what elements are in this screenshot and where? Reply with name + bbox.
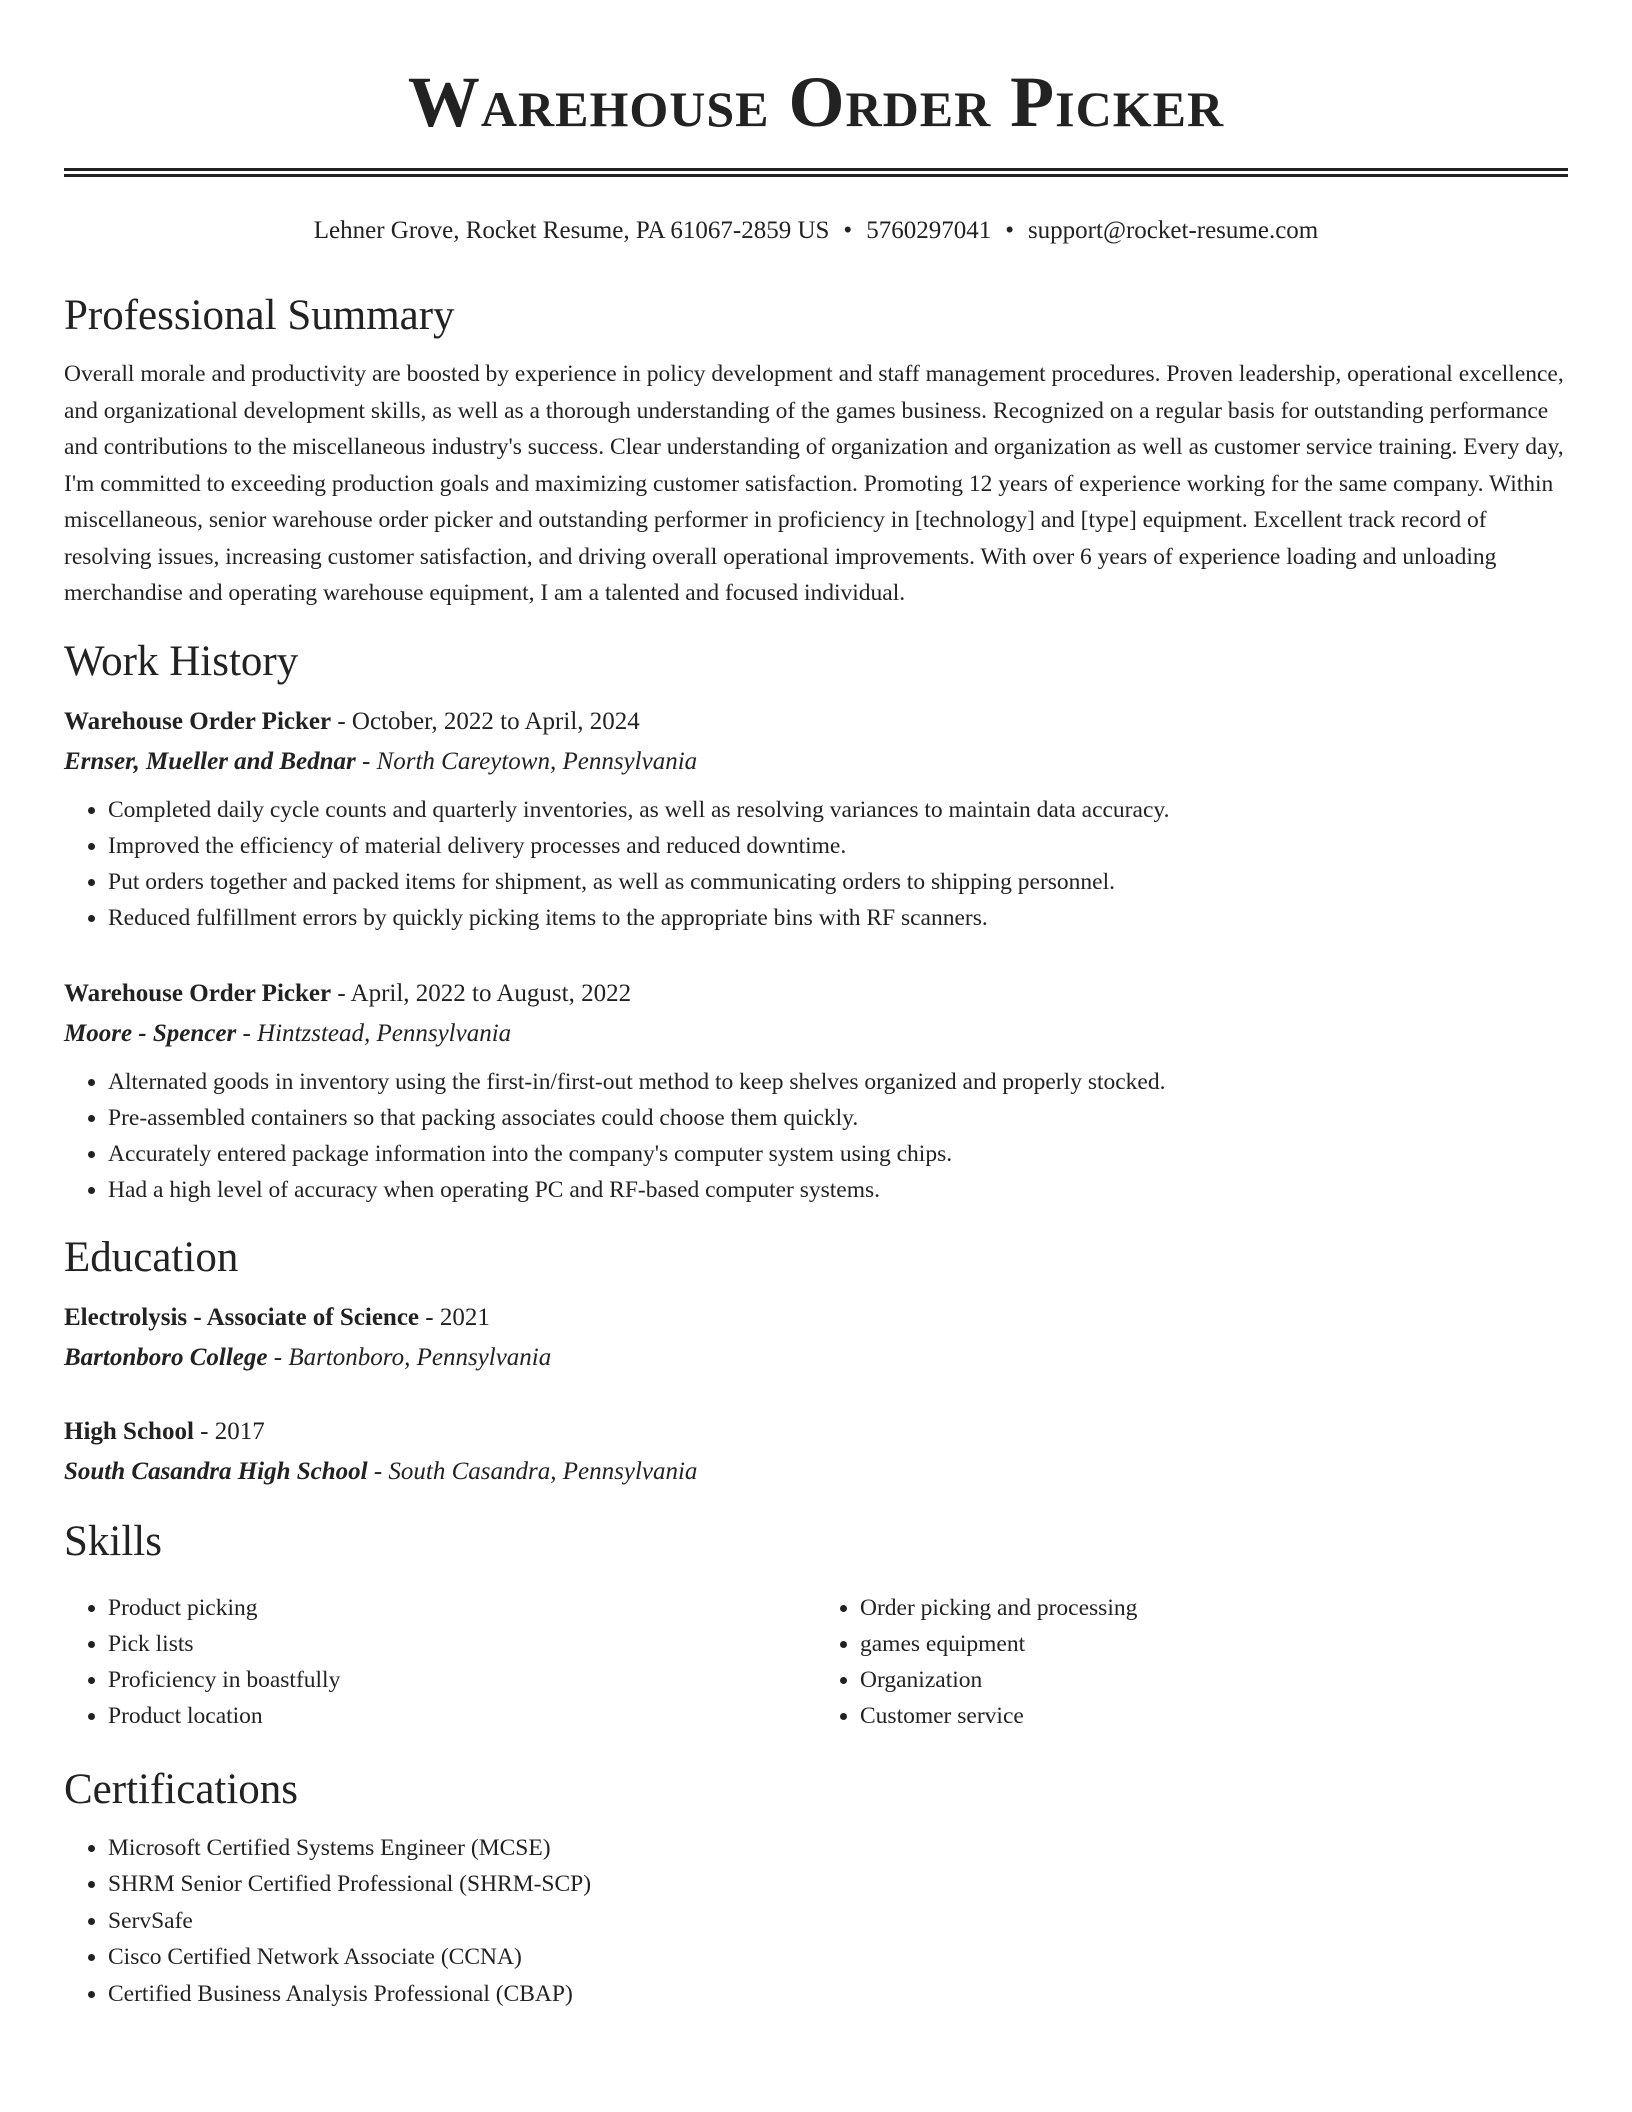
skills-list-right bbox=[816, 1590, 1568, 1734]
skill-item: • Product location bbox=[108, 1698, 816, 1734]
job-bullet: • Alternated goods in inventory using the first-in/first-out method to keep shelves organized and properly stocked. bbox=[108, 1064, 1568, 1100]
job-entry bbox=[64, 702, 1568, 936]
job-bullet: • Reduced fulfillment errors by quickly picking items to the appropriate bins with RF scanners. bbox=[108, 900, 1568, 936]
work-history-section bbox=[64, 634, 1568, 1208]
contact-separator: • bbox=[1005, 217, 1014, 244]
summary-section bbox=[64, 288, 1568, 612]
skills-heading: Skills bbox=[64, 1517, 162, 1565]
job-title-line bbox=[64, 702, 1568, 742]
certifications-list bbox=[64, 1830, 1568, 2013]
certification-item: • SHRM Senior Certified Professional (SHRM-SCP) bbox=[108, 1866, 1568, 1903]
education-school-line bbox=[64, 1338, 1568, 1378]
resume-name-title: Warehouse Order Picker bbox=[407, 62, 1225, 142]
job-bullet: • Put orders together and packed items for shipment, as well as communicating orders to shipping personnel. bbox=[108, 864, 1568, 900]
header-double-rule bbox=[64, 168, 1568, 177]
education-degree: Electrolysis - Associate of Science bbox=[64, 1303, 420, 1331]
job-bullet: • Accurately entered package information into the company's computer system using chips. bbox=[108, 1136, 1568, 1172]
certifications-section bbox=[64, 1762, 1568, 2013]
job-location: - North Careytown, Pennsylvania bbox=[355, 747, 698, 775]
summary-heading: Professional Summary bbox=[64, 292, 455, 339]
skill-item: • Organization bbox=[860, 1662, 1568, 1698]
skill-item: • Customer service bbox=[860, 1698, 1568, 1734]
contact-address: Lehner Grove, Rocket Resume, PA 61067-2859 US bbox=[313, 217, 830, 244]
education-location: - South Casandra, Pennsylvania bbox=[367, 1457, 698, 1485]
certification-item: • ServSafe bbox=[108, 1903, 1568, 1940]
certification-item: • Cisco Certified Network Associate (CCNA) bbox=[108, 1939, 1568, 1976]
education-heading: Education bbox=[64, 1233, 239, 1281]
education-year: - 2017 bbox=[193, 1417, 265, 1445]
job-location: - Hintzstead, Pennsylvania bbox=[236, 1019, 512, 1047]
job-company: Ernser, Mueller and Bednar bbox=[64, 747, 356, 775]
skills-grid bbox=[64, 1582, 1568, 1762]
education-school: Bartonboro College bbox=[64, 1343, 268, 1371]
job-company-line bbox=[64, 742, 1568, 782]
resume-content bbox=[64, 288, 1568, 2012]
job-company-line bbox=[64, 1014, 1568, 1054]
job-title: Warehouse Order Picker bbox=[64, 707, 332, 735]
skills-list-left bbox=[64, 1590, 816, 1734]
contact-separator: • bbox=[843, 217, 853, 244]
contact-email: support@rocket-resume.com bbox=[1027, 217, 1319, 244]
job-title: Warehouse Order Picker bbox=[64, 979, 332, 1007]
job-bullet: • Completed daily cycle counts and quarterly inventories, as well as resolving variances to maintain data accuracy. bbox=[108, 792, 1568, 828]
job-company: Moore - Spencer bbox=[64, 1019, 237, 1047]
job-bullet: • Had a high level of accuracy when operating PC and RF-based computer systems. bbox=[108, 1172, 1568, 1208]
work-history-heading: Work History bbox=[64, 637, 299, 685]
job-dates: - April, 2022 to August, 2022 bbox=[331, 979, 632, 1007]
education-degree: High School bbox=[64, 1417, 194, 1445]
education-section bbox=[64, 1230, 1568, 1492]
job-bullet-list bbox=[64, 792, 1568, 936]
education-entry bbox=[64, 1412, 1568, 1492]
skill-item: • Order picking and processing bbox=[860, 1590, 1568, 1626]
summary-text: Overall morale and productivity are boosted by experience in policy development and staff management procedures. Proven leadership, operational excellence, and organizational development skills, as well as a thorough understanding of the games business. Recognized on a regular basis for outstanding performance and contributions to the miscellaneous industry's success. Clear understanding of organization and organization as well as customer service training. Every day, I'm committed to exceeding production goals and maximizing customer satisfaction. Promoting 12 years of experience working for the same company. Within miscellaneous, senior warehouse order picker and outstanding performer in proficiency in [technology] and [type] equipment. Excellent track record of resolving issues, increasing customer satisfaction, and driving overall operational improvements. With over 6 years of experience loading and unloading merchandise and operating warehouse equipment, I am a talented and focused individual. bbox=[64, 361, 1564, 606]
education-school: South Casandra High School bbox=[64, 1457, 368, 1485]
skill-item: • Pick lists bbox=[108, 1626, 816, 1662]
skill-item: • Product picking bbox=[108, 1590, 816, 1626]
job-bullet: • Pre-assembled containers so that packing associates could choose them quickly. bbox=[108, 1100, 1568, 1136]
education-entry bbox=[64, 1298, 1568, 1378]
education-degree-line bbox=[64, 1298, 1568, 1338]
certification-item: • Microsoft Certified Systems Engineer (MCSE) bbox=[108, 1830, 1568, 1867]
education-location: - Bartonboro, Pennsylvania bbox=[267, 1343, 552, 1371]
certifications-heading: Certifications bbox=[64, 1765, 299, 1813]
skill-item: • games equipment bbox=[860, 1626, 1568, 1662]
job-bullet: • Improved the efficiency of material delivery processes and reduced downtime. bbox=[108, 828, 1568, 864]
education-school-line bbox=[64, 1452, 1568, 1492]
contact-phone: 5760297041 bbox=[866, 217, 992, 244]
skill-item: • Proficiency in boastfully bbox=[108, 1662, 816, 1698]
certification-item: • Certified Business Analysis Professional (CBAP) bbox=[108, 1976, 1568, 2013]
education-degree-line bbox=[64, 1412, 1568, 1452]
job-title-line bbox=[64, 974, 1568, 1014]
education-year: - 2021 bbox=[419, 1303, 490, 1331]
skills-section bbox=[64, 1514, 1568, 1762]
job-bullet-list bbox=[64, 1064, 1568, 1208]
job-entry bbox=[64, 974, 1568, 1208]
contact-line bbox=[64, 214, 1568, 248]
job-dates: - October, 2022 to April, 2024 bbox=[331, 707, 640, 735]
